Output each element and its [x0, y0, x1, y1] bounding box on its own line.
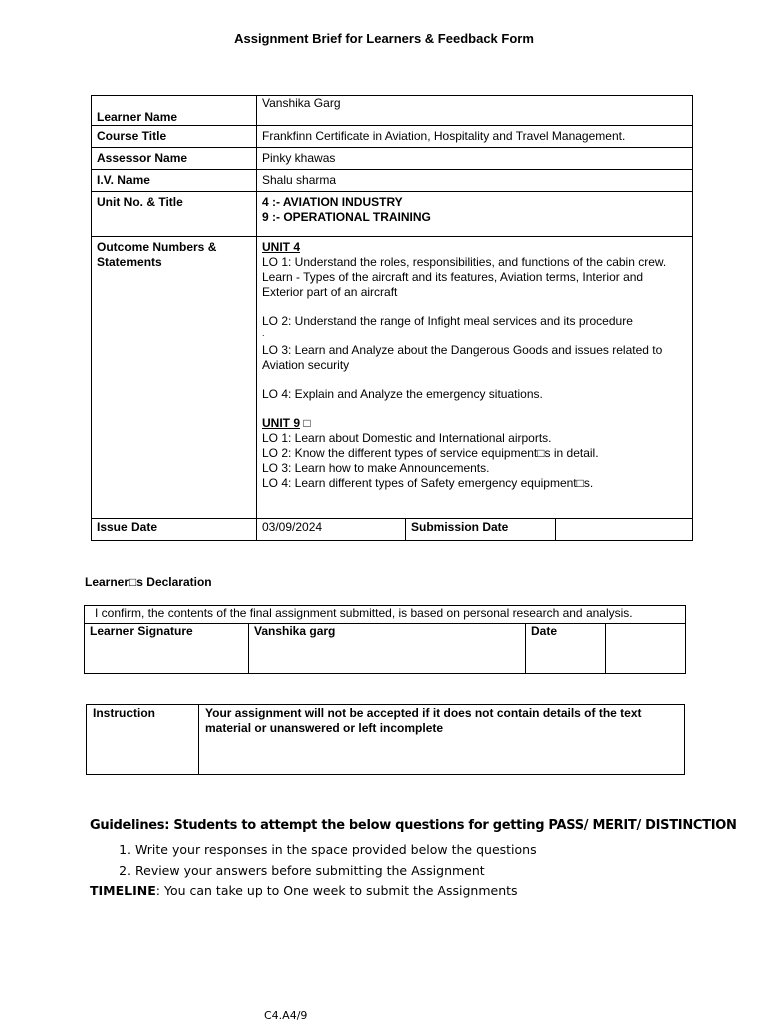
- course-title-label: Course Title: [92, 126, 257, 148]
- form-title: Assignment Brief for Learners & Feedback Form: [234, 31, 534, 46]
- timeline-label: TIMELINE: [90, 883, 156, 898]
- guidelines-heading: Guidelines: Students to attempt the below questions for getting PASS/ MERIT/ DISTINCTION: [90, 818, 737, 833]
- guideline-item: 2. Review your answers before submitting the Assignment: [135, 860, 737, 881]
- assessor-row: [92, 148, 693, 170]
- learner-name-row: [92, 96, 693, 126]
- unit9-lo4: LO 4: Learn different types of Safety emergency equipment□s.: [262, 476, 594, 490]
- timeline-text: : You can take up to One week to submit the Assignments: [155, 883, 518, 898]
- assignment-details-table: [91, 95, 693, 541]
- unit9-lo1: LO 1: Learn about Domestic and International airports.: [262, 431, 552, 445]
- unit-line-2: 9 :- OPERATIONAL TRAINING: [262, 210, 431, 224]
- learner-name-label: Learner Name: [92, 96, 257, 126]
- course-title-value: Frankfinn Certificate in Aviation, Hospitality and Travel Management.: [257, 126, 693, 148]
- learner-name-value: Vanshika Garg: [257, 96, 693, 126]
- signature-value: Vanshika garg: [249, 624, 526, 674]
- outcome-row: [92, 237, 693, 519]
- declaration-heading: Learner□s Declaration: [85, 575, 212, 589]
- issue-date-value: 03/09/2024: [257, 519, 406, 541]
- unit4-lo4: LO 4: Explain and Analyze the emergency situations.: [262, 387, 543, 401]
- timeline: [90, 881, 737, 901]
- submission-date-label: Submission Date: [406, 519, 556, 541]
- submission-date-value: [556, 519, 693, 541]
- unit4-lo3: LO 3: Learn and Analyze about the Dangerous Goods and issues related to Aviation security: [262, 343, 663, 372]
- date-label: Date: [526, 624, 606, 674]
- unit9-lo2: LO 2: Know the different types of service equipment□s in detail.: [262, 446, 599, 460]
- guideline-item: 1. Write your responses in the space provided below the questions: [135, 839, 737, 860]
- unit4-lo2-dot: .: [262, 328, 265, 338]
- date-value: [606, 624, 686, 674]
- unit4-lo1: LO 1: Understand the roles, responsibilities, and functions of the cabin crew. Learn - Types of the aircraft and its features, Aviation terms, Interior and Exterior part of an aircraft: [262, 255, 667, 299]
- unit4-lo2: LO 2: Understand the range of Infight meal services and its procedure: [262, 314, 633, 328]
- dates-row: [92, 519, 693, 541]
- instruction-table: [86, 704, 685, 775]
- guidelines-section: [90, 818, 737, 901]
- instruction-label: Instruction: [87, 705, 199, 775]
- course-title-row: [92, 126, 693, 148]
- issue-date-label: Issue Date: [92, 519, 257, 541]
- assessor-label: Assessor Name: [92, 148, 257, 170]
- unit9-heading-suffix: □: [300, 416, 311, 430]
- assessor-value: Pinky khawas: [257, 148, 693, 170]
- outcome-statements: [257, 237, 693, 519]
- guidelines-list: [90, 839, 737, 881]
- iv-row: [92, 170, 693, 192]
- unit9-heading: UNIT 9: [262, 416, 301, 430]
- signature-label: Learner Signature: [85, 624, 249, 674]
- unit-row: [92, 192, 693, 237]
- unit-line-1: 4 :- AVIATION INDUSTRY: [262, 195, 403, 209]
- outcome-label: Outcome Numbers & Statements: [92, 237, 257, 519]
- page-footer-code: C4.A4/9: [264, 1009, 308, 1022]
- unit-value: [257, 192, 693, 237]
- declaration-table: [84, 605, 686, 674]
- unit4-heading: UNIT 4: [262, 240, 301, 254]
- unit9-lo3: LO 3: Learn how to make Announcements.: [262, 461, 490, 475]
- declaration-statement: I confirm, the contents of the final assignment submitted, is based on personal research and analysis.: [85, 606, 686, 624]
- instruction-text: Your assignment will not be accepted if it does not contain details of the text material or unanswered or left incomplete: [199, 705, 685, 775]
- iv-value: Shalu sharma: [257, 170, 693, 192]
- unit-label: Unit No. & Title: [92, 192, 257, 237]
- iv-label: I.V. Name: [92, 170, 257, 192]
